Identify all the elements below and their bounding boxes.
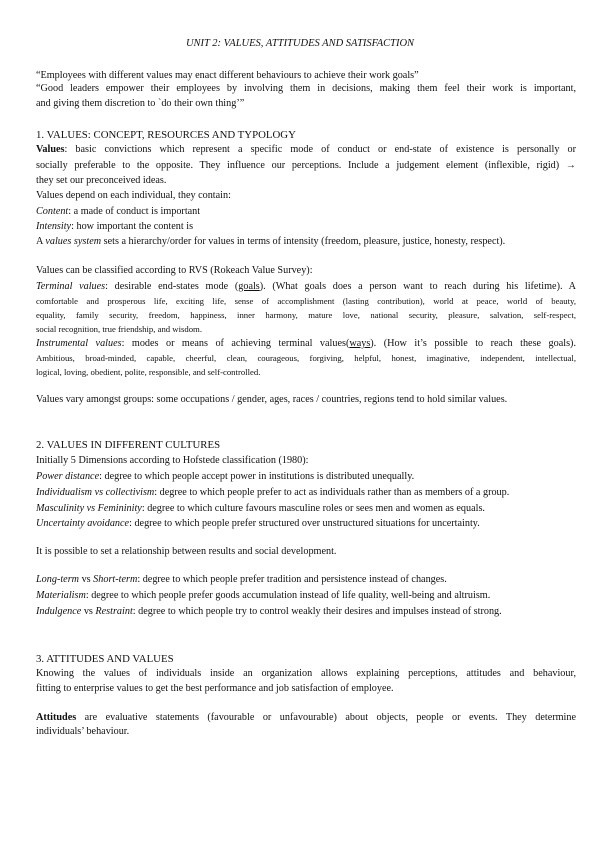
italic-term: Masculinity vs Femininity: [36, 503, 142, 514]
text-span: It is possible to set a relationship between results and social development.: [36, 546, 337, 557]
text-line: [36, 83, 576, 95]
italic-term: Indulgence: [36, 606, 82, 617]
text-line: [36, 160, 576, 172]
text-line: [36, 295, 576, 307]
italic-term: Individualism vs collectivism: [36, 487, 155, 498]
text-line: [36, 175, 576, 187]
section-heading: 1. VALUES: CONCEPT, RESOURCES AND TYPOLOGY: [36, 129, 296, 141]
text-span: : basic convictions which represent a specific mode of conduct or end-state of existence is personally or: [64, 144, 576, 155]
text-line: [36, 503, 576, 515]
text-span: : degree to which people accept power in institutions is distributed unequally.: [99, 471, 415, 482]
italic-term: Restraint: [95, 606, 133, 617]
text-line: [36, 683, 576, 695]
text-span: : degree to which people prefer tradition and persistence instead of changes.: [137, 574, 447, 585]
text-line: [36, 546, 576, 558]
text-span: ). (What goals does a person want to reach during his lifetime). A: [259, 281, 576, 292]
text-span: : how important the content is: [71, 221, 194, 232]
bold-term: Attitudes: [36, 712, 77, 723]
text-span: equality, family security, freedom, happiness, inner harmony, mature love, national security, pleasure, salvation, self-respect,: [36, 310, 576, 320]
text-span: : a made of conduct is important: [68, 206, 201, 217]
section-heading: 3. ATTITUDES AND VALUES: [36, 653, 174, 665]
text-line: [36, 394, 576, 406]
text-span: comfortable and prosperous life, exciting life, sense of accomplishment (lasting contribution), world at peace, world of beauty,: [36, 296, 576, 306]
text-span: individuals’ behaviour.: [36, 726, 130, 737]
underlined-text: goals: [238, 281, 260, 292]
text-line: [36, 574, 576, 586]
text-span: and giving them discretion to `do their own thing’”: [36, 98, 245, 109]
document-title: UNIT 2: VALUES, ATTITUDES AND SATISFACTION: [185, 38, 415, 49]
text-line: [36, 206, 576, 218]
text-line: [36, 70, 576, 82]
text-line: [36, 338, 576, 350]
text-span: : degree to which culture favours masculine roles or sees men and women as equals.: [141, 503, 485, 514]
text-span: vs: [81, 606, 96, 617]
text-line: [36, 471, 576, 483]
text-line: [36, 352, 576, 364]
text-span: Initially 5 Dimensions according to Hofstede classification (1980):: [36, 455, 309, 466]
text-line: [36, 726, 576, 738]
text-span: A: [36, 236, 46, 247]
text-line: [36, 606, 576, 618]
italic-term: Uncertainty avoidance: [36, 518, 130, 529]
text-span: “Good leaders empower their employees by involving them in decisions, making them feel their work is important,: [36, 83, 576, 94]
italic-term: values system: [45, 236, 102, 247]
text-line: [36, 190, 576, 202]
text-line: [36, 668, 576, 680]
italic-term: Materialism: [36, 590, 86, 601]
text-line: [36, 281, 576, 293]
text-line: [36, 236, 576, 248]
text-line: [36, 323, 576, 335]
text-span: : degree to which people try to control weakly their desires and impulses instead of strong.: [132, 606, 502, 617]
text-span: : degree to which people prefer to act as individuals rather than as members of a group.: [154, 487, 510, 498]
text-span: Values can be classified according to RVS (Rokeach Value Survey):: [36, 265, 313, 276]
text-span: Ambitious, broad-minded, capable, cheerful, clean, courageous, forgiving, helpful, honest, imaginative, independent, intellectual,: [36, 353, 576, 363]
text-span: Values vary amongst groups: some occupations / gender, ages, races / countries, regions tend to hold similar values.: [36, 394, 508, 405]
text-span: : degree to which people prefer structured over unstructured situations for uncertainty.: [129, 518, 480, 529]
italic-term: Terminal values: [36, 281, 106, 292]
text-line: [36, 487, 576, 499]
text-line: [36, 518, 576, 530]
italic-term: Short-term: [93, 574, 138, 585]
text-line: [36, 265, 576, 277]
text-line: [36, 712, 576, 724]
text-span: : desirable end-states mode (: [105, 281, 239, 292]
text-span: vs: [79, 574, 94, 585]
text-span: Knowing the values of individuals inside an organization allows explaining perceptions, attitudes and behaviour,: [36, 668, 576, 679]
text-span: ). (How it’s possible to reach these goals).: [370, 338, 576, 349]
text-line: [36, 590, 576, 602]
italic-term: Power distance: [36, 471, 100, 482]
text-line: [36, 221, 576, 233]
text-line: [36, 455, 576, 467]
text-line: [36, 366, 576, 378]
bold-term: Values: [36, 144, 65, 155]
italic-term: Intensity: [36, 221, 72, 232]
text-line: [36, 309, 576, 321]
text-span: they set our preconceived ideas.: [36, 175, 167, 186]
text-span: fitting to enterprise values to get the best performance and job satisfaction of employee.: [36, 683, 394, 694]
text-line: [36, 98, 576, 110]
text-line: [36, 144, 576, 156]
text-span: socially preferable to the opposite. They influence our perceptions. Include a judgement element (inflexible, rigid) →: [36, 160, 576, 171]
text-span: “Employees with different values may enact different behaviours to achieve their work goals”: [36, 70, 419, 81]
text-span: sets a hierarchy/order for values in terms of intensity (freedom, pleasure, justice, honesty, respect).: [101, 236, 506, 247]
italic-term: Content: [36, 206, 69, 217]
italic-term: Instrumental values: [36, 338, 122, 349]
text-span: social recognition, true friendship, and wisdom.: [36, 324, 202, 334]
italic-term: Long-term: [36, 574, 80, 585]
text-span: : modes or means of achieving terminal values(: [121, 338, 350, 349]
section-heading: 2. VALUES IN DIFFERENT CULTURES: [36, 439, 221, 451]
text-span: Values depend on each individual, they contain:: [36, 190, 231, 201]
underlined-text: ways: [349, 338, 371, 349]
text-span: : degree to which people prefer goods accumulation instead of life quality, well-being and altruism.: [85, 590, 491, 601]
text-span: logical, loving, obedient, polite, responsible, and self-controlled.: [36, 367, 261, 377]
text-span: are evaluative statements (favourable or unfavourable) about objects, people or events. They determine: [76, 712, 576, 723]
